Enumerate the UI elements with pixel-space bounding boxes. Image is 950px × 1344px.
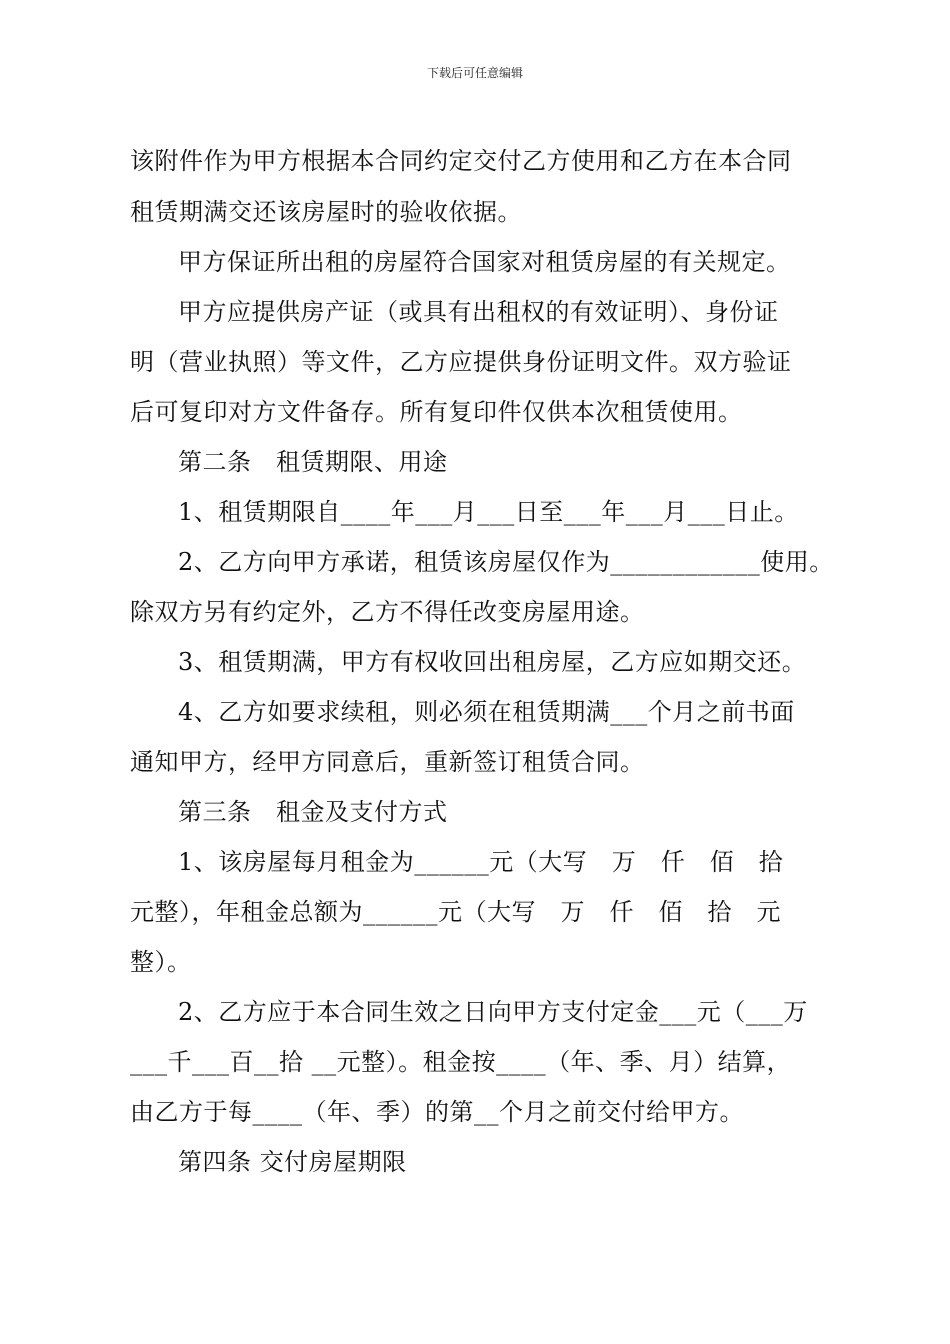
section-heading: 第三条 租金及支付方式: [178, 798, 448, 826]
body-line: 元整），年租金总额为______元（大写 万 仟 佰 拾 元: [130, 898, 781, 926]
body-line: 由乙方于每____（年、季）的第__个月之前交付给甲方。: [130, 1098, 744, 1126]
body-line: 后可复印对方文件备存。所有复印件仅供本次租赁使用。: [130, 398, 743, 426]
body-line: 甲方保证所出租的房屋符合国家对租赁房屋的有关规定。: [178, 248, 791, 276]
section-heading: 第二条 租赁期限、用途: [178, 448, 448, 476]
body-line: 2、乙方应于本合同生效之日向甲方支付定金___元（___万: [178, 998, 808, 1026]
body-line: 1、租赁期限自____年___月___日至___年___月___日止。: [178, 498, 799, 526]
body-line: 通知甲方，经甲方同意后，重新签订租赁合同。: [130, 748, 645, 776]
body-line: 除双方另有约定外，乙方不得任改变房屋用途。: [130, 598, 645, 626]
body-line: 2、乙方向甲方承诺，租赁该房屋仅作为____________使用。: [178, 548, 834, 576]
body-line: 3、租赁期满，甲方有权收回出租房屋，乙方应如期交还。: [178, 648, 807, 676]
body-line: 租赁期满交还该房屋时的验收依据。: [130, 198, 522, 226]
body-line: 甲方应提供房产证（或具有出租权的有效证明）、身份证: [178, 298, 779, 326]
body-line: ___千___百__拾 __元整）。租金按____（年、季、月）结算，: [130, 1048, 792, 1076]
body-line: 明（营业执照）等文件，乙方应提供身份证明文件。双方验证: [130, 348, 792, 376]
section-heading: 第四条 交付房屋期限: [178, 1148, 407, 1176]
body-line: 1、该房屋每月租金为______元（大写 万 仟 佰 拾: [178, 848, 784, 876]
body-line: 整）。: [130, 948, 192, 976]
body-line: 4、乙方如要求续租，则必须在租赁期满___个月之前书面: [178, 698, 795, 726]
body-line: 该附件作为甲方根据本合同约定交付乙方使用和乙方在本合同: [130, 147, 792, 175]
page-header: 下载后可任意编辑: [426, 66, 523, 80]
